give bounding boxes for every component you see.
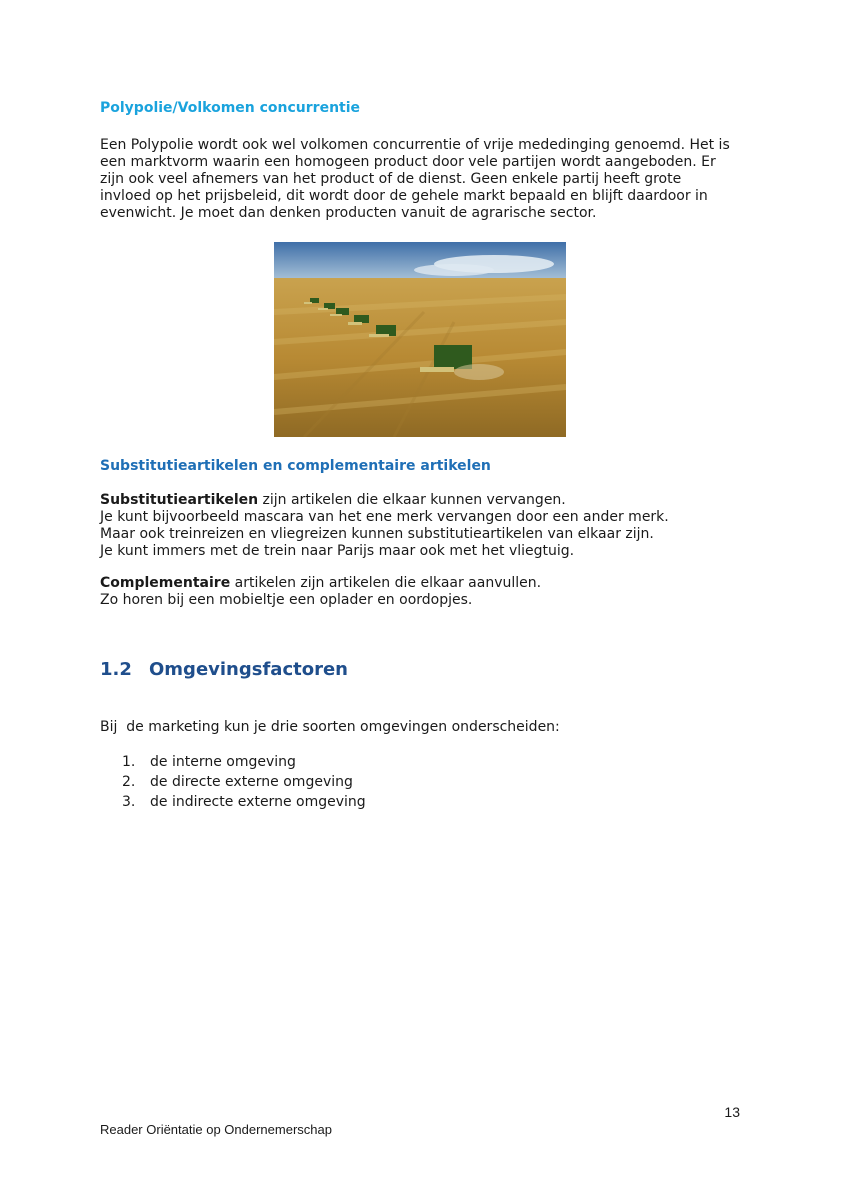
paragraph-polypolie: Een Polypolie wordt ook wel volkomen concurrentie of vrije mededinging genoemd. Het is een marktvorm waarin een homogeen product door vele partijen wordt aangeboden. Er zijn ook veel afnemers van het product of de dienst. Geen enkele partij heeft grote invloed op het prijsbeleid, dit wordt door de gehele markt bepaald en blijft daardoor in evenwicht. Je moet dan denken producten vanuit de agrarische sector. — [100, 137, 730, 221]
harvesters-photo — [274, 242, 566, 437]
section-heading-omgevingsfactoren — [100, 659, 348, 680]
footer-text: Reader Oriëntatie op Ondernemerschap — [100, 1122, 332, 1137]
list-item: 3. de indirecte externe omgeving — [122, 794, 366, 810]
section-title: Omgevingsfactoren — [149, 659, 348, 680]
heading-substitutie: Substitutieartikelen en complementaire artikelen — [100, 458, 491, 474]
heading-polypolie: Polypolie/Volkomen concurrentie — [100, 100, 361, 116]
section-number: 1.2 — [100, 659, 132, 680]
paragraph-substitutieartikelen: Substitutieartikelen zijn artikelen die elkaar kunnen vervangen. Je kunt bijvoorbeeld mascara van het ene merk vervangen door een ander merk. Maar ook treinreizen en vliegreizen kunnen substitutieartikelen van elkaar zijn. Je kunt immers met de trein naar Parijs maar ook met het vliegtuig. — [100, 492, 669, 559]
paragraph-intro-omgeving: Bij de marketing kun je drie soorten omgevingen onderscheiden: — [100, 719, 560, 735]
paragraph-complementaire: Complementaire artikelen zijn artikelen die elkaar aanvullen. Zo horen bij een mobieltje een oplader en oordopjes. — [100, 575, 542, 608]
list-item: 2. de directe externe omgeving — [122, 774, 353, 790]
list-item: 1. de interne omgeving — [122, 754, 296, 770]
omgevingen-list — [122, 752, 366, 812]
page-number: 13 — [724, 1104, 740, 1120]
